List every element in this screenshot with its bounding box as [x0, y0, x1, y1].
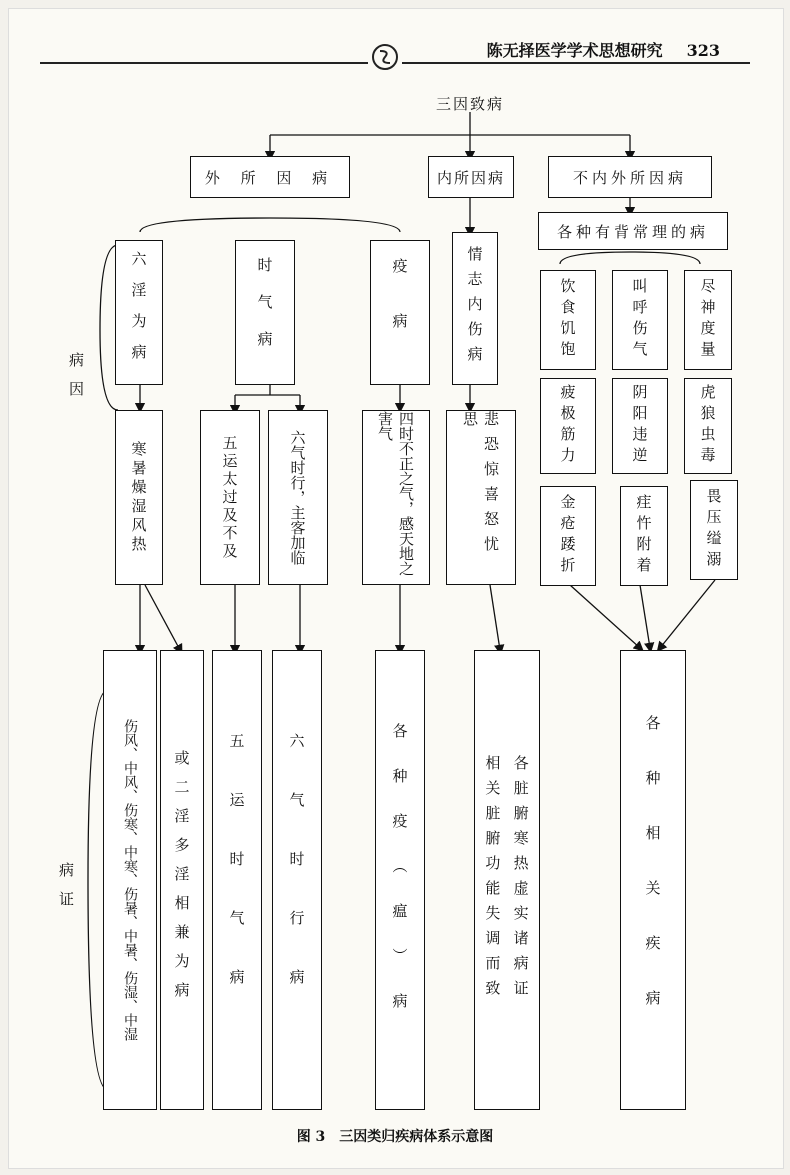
- syndrome-label: 病证: [57, 862, 75, 920]
- organ-disorder-node: [474, 650, 540, 1110]
- epidemic-node: 疫病: [370, 240, 430, 385]
- wound-fracture-node: 金疮踒折: [540, 486, 596, 586]
- cause-label: 病因: [67, 352, 85, 410]
- six-qi-disease-node: 六气时行病: [272, 650, 322, 1110]
- internal-cause-node: 内所因病: [428, 156, 514, 198]
- neither-cause-node: 不内外所因病: [548, 156, 712, 198]
- six-climates-node: 寒暑燥湿风热: [115, 410, 163, 585]
- yinyang-node: 阴阳违逆: [612, 378, 668, 474]
- external-cause-node: 外 所 因 病: [190, 156, 350, 198]
- emotional-injury-node: 情志内伤病: [452, 232, 498, 385]
- related-diseases-node: 各种相关疾病: [620, 650, 686, 1110]
- figure-caption: 图 3 三因类归疾病体系示意图: [296, 1129, 494, 1145]
- diet-node: 饮食饥饱: [540, 270, 596, 370]
- shouting-node: 叫呼伤气: [612, 270, 668, 370]
- six-excesses-node: 六淫为病: [115, 240, 163, 385]
- organ-disorder-cause-text: 相关脏腑功能失调而致: [483, 755, 502, 1005]
- overthinking-node: 尽神度量: [684, 270, 732, 370]
- harmful-qi-node: 四时不正之气，感天地之害气: [362, 410, 430, 585]
- seven-emotions-node: 悲恐惊喜怒忧思: [446, 410, 516, 585]
- header-title: 陈无择医学学术思想研究: [486, 41, 663, 60]
- five-phase-disease-node: 五运时气病: [212, 650, 262, 1110]
- six-qi-node: 六气时行，主客加临: [268, 410, 328, 585]
- organ-disorder-syndrome-text: 各脏腑寒热虚实诸病证: [511, 755, 530, 1005]
- external-syndromes-node: 伤风、中风、伤寒、中寒、伤暑、中暑、伤湿、中湿: [103, 650, 157, 1110]
- root-node: 三因致病: [435, 94, 504, 113]
- page-number: 323: [686, 41, 720, 60]
- beast-insect-node: 虎狼虫毒: [684, 378, 732, 474]
- combined-excess-node: 或二淫多淫相兼为病: [160, 650, 204, 1110]
- crush-drown-node: 畏压缢溺: [690, 480, 738, 580]
- fatigue-node: 疲极筋力: [540, 378, 596, 474]
- five-phases-node: 五运太过及不及: [200, 410, 260, 585]
- seasonal-qi-node: 时气病: [235, 240, 295, 385]
- neither-sub-node: 各种有背常理的病: [538, 212, 728, 250]
- epidemic-disease-node: 各种疫（瘟）病: [375, 650, 425, 1110]
- possession-node: 疰忤附着: [620, 486, 668, 586]
